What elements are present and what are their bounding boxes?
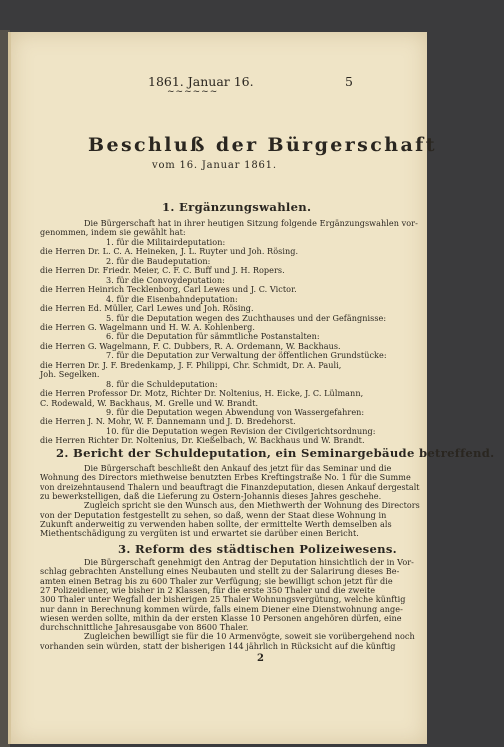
header-ornament: ~~~~~~ bbox=[167, 87, 219, 97]
body-line: Joh. Segelken. bbox=[40, 369, 100, 380]
body-line: 2. für die Baudeputation: bbox=[106, 255, 211, 266]
body-line: wiesen werden sollte, mithin da der ersten Klasse 10 Personen angehören dürfen, eine bbox=[40, 612, 402, 623]
body-line: schlag gebrachten Anstellung eines Neubauten und stellt zu der Salarirung dieses Be- bbox=[40, 566, 400, 577]
body-line: 300 Thaler unter Wegfall der bisherigen 25 Thaler Wohnungsvergütung, welche künftig bbox=[40, 594, 406, 605]
page-subtitle: vom 16. Januar 1861. bbox=[152, 160, 277, 171]
body-line: die Herren J. N. Mohr, W. F. Dannemann und J. D. Bredehorst. bbox=[40, 416, 296, 427]
page-title: Beschluß der Bürgerschaft bbox=[88, 134, 437, 156]
body-line: C. Rodewald, W. Backhaus, M. Grelle und W. Brandt. bbox=[40, 397, 259, 408]
body-line: Miethentschädigung zu vergüten ist und erwartet sie darüber einen Bericht. bbox=[40, 528, 359, 539]
body-line: die Herren G. Wagelmann, F. C. Dubbers, R. A. Ordemann, W. Backhaus. bbox=[40, 340, 341, 351]
body-line: Zukunft anderweitig zu verwenden haben sollte, der ermittelte Werth demselben als bbox=[40, 519, 392, 530]
body-line: Zugleichen bewilligt sie für die 10 Armenvögte, soweit sie vorübergehend noch bbox=[84, 631, 415, 642]
body-line: von der Deputation festgestellt zu sehen, so daß, wenn der Staat diese Wohnung in bbox=[40, 509, 387, 520]
body-line: 6. für die Deputation für sämmtliche Postanstalten: bbox=[106, 331, 320, 342]
header-date: 1861. Januar 16. bbox=[148, 74, 254, 89]
body-line: die Herren G. Wagelmann und H. W. A. Kohlenberg. bbox=[40, 321, 256, 332]
body-line: 5. für die Deputation wegen des Zuchthauses und der Gefängnisse: bbox=[106, 312, 387, 323]
body-line: Die Bürgerschaft genehmigt den Antrag der Deputation hinsichtlich der in Vor- bbox=[84, 557, 414, 567]
body-line: die Herren Dr. Friedr. Meier, C. F. C. Buff und J. H. Ropers. bbox=[40, 265, 285, 276]
body-line: Wohnung des Directors miethweise benutzten Erbes Kreftingstraße No. 1 für die Summe bbox=[40, 472, 411, 483]
body-line: die Herren Professor Dr. Motz, Richter Dr. Noltenius, H. Eicke, J. C. Lülmann, bbox=[40, 388, 364, 399]
body-line: 4. für die Eisenbahndeputation: bbox=[106, 293, 238, 304]
body-line: von dreizehntausend Thalern und beauftragt die Finanzdeputation, diesen Ankauf dergestalt bbox=[40, 481, 420, 492]
body-line: 7. für die Deputation zur Verwaltung der öffentlichen Grundstücke: bbox=[106, 350, 387, 361]
body-line: die Herren Richter Dr. Noltenius, Dr. Kießelbach, W. Backhaus und W. Brandt. bbox=[40, 435, 365, 446]
body-line: die Herren Heinrich Tecklenborg, Carl Lewes und J. C. Victor. bbox=[40, 284, 297, 295]
body-line: vorhanden sein würden, statt der bisherigen 144 jährlich in Rücksicht auf die künftig bbox=[40, 640, 396, 651]
body-line: 10. für die Deputation wegen Revision der Civilgerichtsordnung: bbox=[106, 425, 376, 436]
body-line: Die Bürgerschaft hat in ihrer heutigen Sitzung folgende Ergänzungswahlen vor- bbox=[84, 218, 418, 228]
body-line: die Herren Ed. Müller, Carl Lewes und Joh. Rösing. bbox=[40, 303, 254, 314]
body-line: Die Bürgerschaft beschließt den Ankauf des jetzt für das Seminar und die bbox=[84, 463, 392, 473]
body-line: die Herren Dr. L. C. A. Heineken, J. L. Ruyter und Joh. Rösing. bbox=[40, 246, 299, 257]
body-line: genommen, indem sie gewählt hat: bbox=[40, 227, 186, 238]
body-line: 27 Polizeidiener, wie bisher in 2 Klassen, für die erste 350 Thaler und die zweite bbox=[40, 584, 376, 595]
body-line: zu bewerkstelligen, daß die Lieferung zu Ostern-Johannis dieses Jahres geschehe. bbox=[40, 491, 382, 502]
body-line: nur dann in Berechnung kommen würde, falls einem Diener eine Dienstwohnung ange- bbox=[40, 603, 403, 614]
section-heading-1: 1. Ergänzungswahlen. bbox=[162, 200, 312, 214]
section-heading-3: 3. Reform des städtischen Polizeiwesens. bbox=[118, 542, 398, 556]
body-line: durchschnittliche Jahresausgabe von 8600 Thaler. bbox=[40, 622, 249, 633]
page-number: 5 bbox=[345, 74, 353, 89]
body-line: Zugleich spricht sie den Wunsch aus, den Miethwerth der Wohnung des Directors bbox=[84, 500, 420, 511]
signature-mark: 2 bbox=[257, 653, 264, 664]
body-line: die Herren Dr. J. F. Bredenkamp, J. F. Philippi, Chr. Schmidt, Dr. A. Pauli, bbox=[40, 359, 342, 370]
body-line: 9. für die Deputation wegen Abwendung von Wassergefahren: bbox=[106, 407, 365, 417]
body-line: 3. für die Convoydeputation: bbox=[106, 274, 225, 285]
body-line: 1. für die Militairdeputation: bbox=[106, 236, 226, 247]
body-line: 8. für die Schuldeputation: bbox=[106, 378, 218, 389]
body-line: amten einen Betrag bis zu 600 Thaler zur Verfügung; sie bewilligt schon jetzt für die bbox=[40, 575, 393, 586]
section-heading-2: 2. Bericht der Schuldeputation, ein Seminargebäude betreffend. bbox=[56, 446, 495, 460]
